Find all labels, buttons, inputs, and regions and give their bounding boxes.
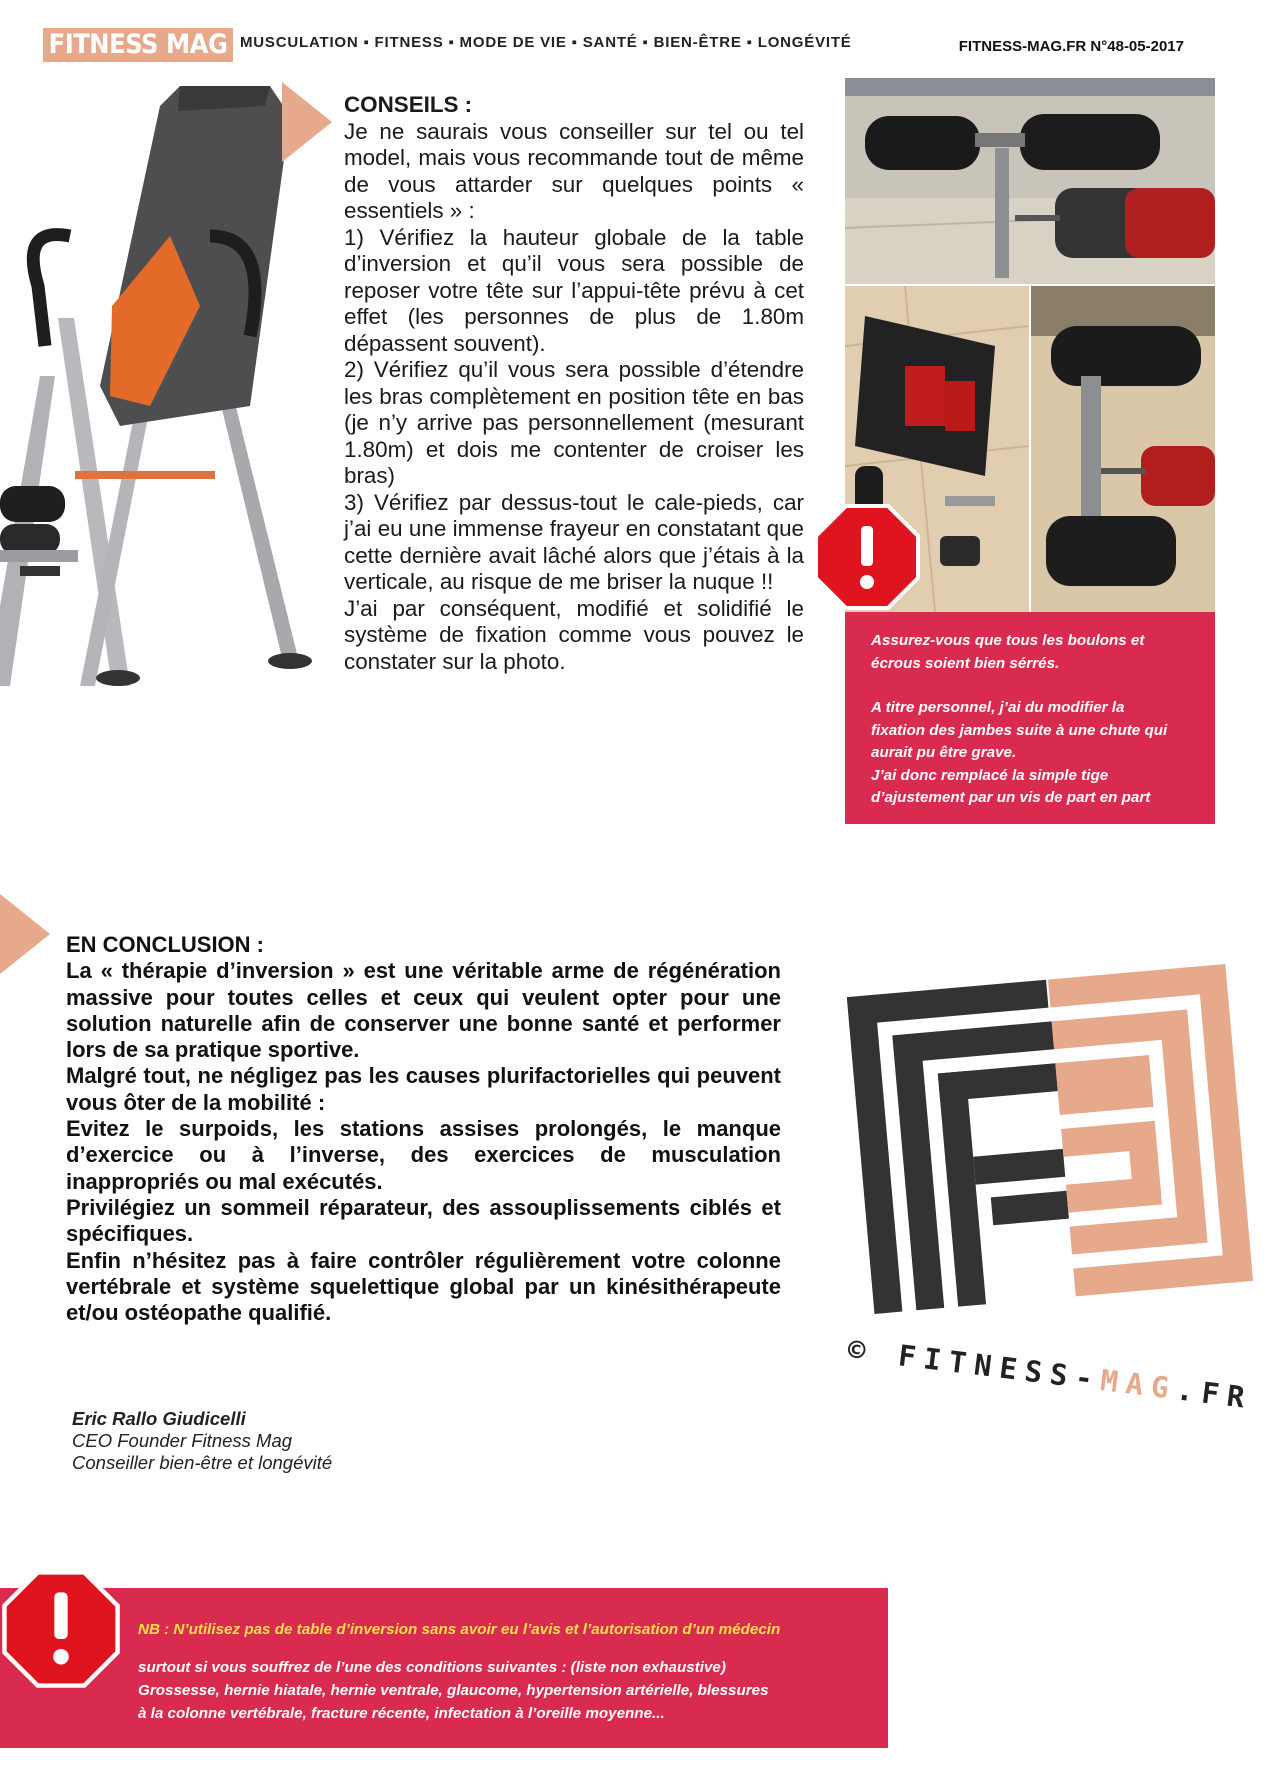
conseils-title: CONSEILS : <box>344 92 473 117</box>
nb-line: surtout si vous souffrez de l’une des conditions suivantes : (liste non exhaustive) <box>138 1659 726 1676</box>
conclusion-paragraph: Evitez le surpoids, les stations assises prolongés, le manque d’exercice ou à l’inverse, des exercices de musculation inappropriés ou mal exécutés. <box>66 1116 781 1194</box>
warning-icon-bottom <box>0 1568 122 1690</box>
author-role: CEO Founder Fitness Mag <box>72 1430 293 1451</box>
note-line: J’ai donc remplacé la simple tige <box>871 766 1109 784</box>
conclusion-section <box>66 932 781 1326</box>
copyright-text: © FITNESS- <box>845 1332 1103 1397</box>
section-arrow-conclusion <box>0 894 50 974</box>
note-line: fixation des jambes suite à une chute qui <box>871 721 1168 739</box>
leg-fixation-photo <box>1031 286 1215 612</box>
issue-number: FITNESS-MAG.FR N°48-05-2017 <box>958 38 1184 55</box>
section-arrow-conseils <box>282 82 332 162</box>
note-line: écrous soient bien sérrés. <box>871 654 1060 672</box>
section-nav: MUSCULATION ▪ FITNESS ▪ MODE DE VIE ▪ SANTÉ ▪ BIEN-ÊTRE ▪ LONGÉVITÉ <box>240 34 852 51</box>
nb-conditions <box>138 1656 878 1725</box>
conseils-intro: Je ne saurais vous conseiller sur tel ou tel model, mais vous recommande tout de même de vous attarder sur quelques points « essentiels » : <box>344 118 804 223</box>
nb-line: à la colonne vertébrale, fracture récente, infectation à l’oreille moyenne... <box>138 1705 665 1722</box>
conseils-closing: J’ai par conséquent, modifié et solidifié le système de fixation comme vous pouvez le constater sur la photo. <box>344 595 804 674</box>
note-line: A titre personnel, j’ai du modifier la <box>871 699 1125 716</box>
note-line: Assurez-vous que tous les boulons et <box>871 632 1145 649</box>
brand-mag-text: MAG <box>1098 1363 1179 1407</box>
drill-photo-top <box>845 78 1215 284</box>
conseils-point-1: 1) Vérifiez la hauteur globale de la table d’inversion et qu’il vous sera possible de reposer votre tête sur l’appui-tête prévu à cet effet (les personnes de plus de 1.80m dépassent souvent). <box>344 224 804 356</box>
fitness-mag-brand-logo <box>840 960 1260 1340</box>
inversion-table-image <box>0 86 330 686</box>
warning-icon <box>812 502 922 612</box>
brand-tld-text: .FR <box>1174 1372 1255 1416</box>
conclusion-paragraph: La « thérapie d’inversion » est une véritable arme de régénération massive pour toutes celles et ceux qui veulent opter pour une solution naturelle afin de conserver une bonne santé et performer lors de sa pratique sportive. <box>66 958 781 1063</box>
conseils-point-3: 3) Vérifiez par dessus-tout le cale-pieds, car j’ai eu une immense frayeur en constatant que cette dernière avait lâché alors que j’étais à la verticale, au risque de me briser la nuque !! <box>344 489 804 594</box>
conclusion-paragraph: Enfin n’hésitez pas à faire contrôler régulièrement votre colonne vertébrale et système squelettique global par un kinésithérapeute et/ou ostéopathe qualifié. <box>66 1247 781 1326</box>
magazine-logo: FITNESS MAG <box>43 28 233 62</box>
medical-warning-box <box>0 1588 888 1748</box>
nb-headline: NB : N’utilisez pas de table d’inversion sans avoir eu l’avis et l’autorisation d’un médecin <box>138 1621 781 1638</box>
author-title: Conseiller bien-être et longévité <box>72 1452 333 1473</box>
conclusion-paragraph: Privilégiez un sommeil réparateur, des assouplissements ciblés et spécifiques. <box>66 1194 781 1247</box>
brand-domain <box>846 1332 1254 1415</box>
conclusion-paragraph: Malgré tout, ne négligez pas les causes plurifactorielles qui peuvent vous ôter de la mobilité : <box>66 1063 781 1115</box>
conseils-section <box>344 92 804 675</box>
author-signature <box>72 1408 332 1474</box>
note-line: d’ajustement par un vis de part en part <box>871 789 1151 806</box>
nb-line: Grossesse, hernie hiatale, hernie ventrale, glaucome, hypertension artérielle, blessures <box>138 1682 769 1699</box>
note-line: aurait pu être grave. <box>871 744 1017 761</box>
conclusion-title: EN CONCLUSION : <box>66 932 264 957</box>
conseils-point-2: 2) Vérifiez qu’il vous sera possible d’étendre les bras complètement en position tête en bas (je n’y arrive pas personnellement (mesurant 1.80m) et dois me contenter de croiser les bras) <box>344 357 804 488</box>
author-name: Eric Rallo Giudicelli <box>72 1408 246 1429</box>
fixation-note-box <box>845 612 1215 824</box>
